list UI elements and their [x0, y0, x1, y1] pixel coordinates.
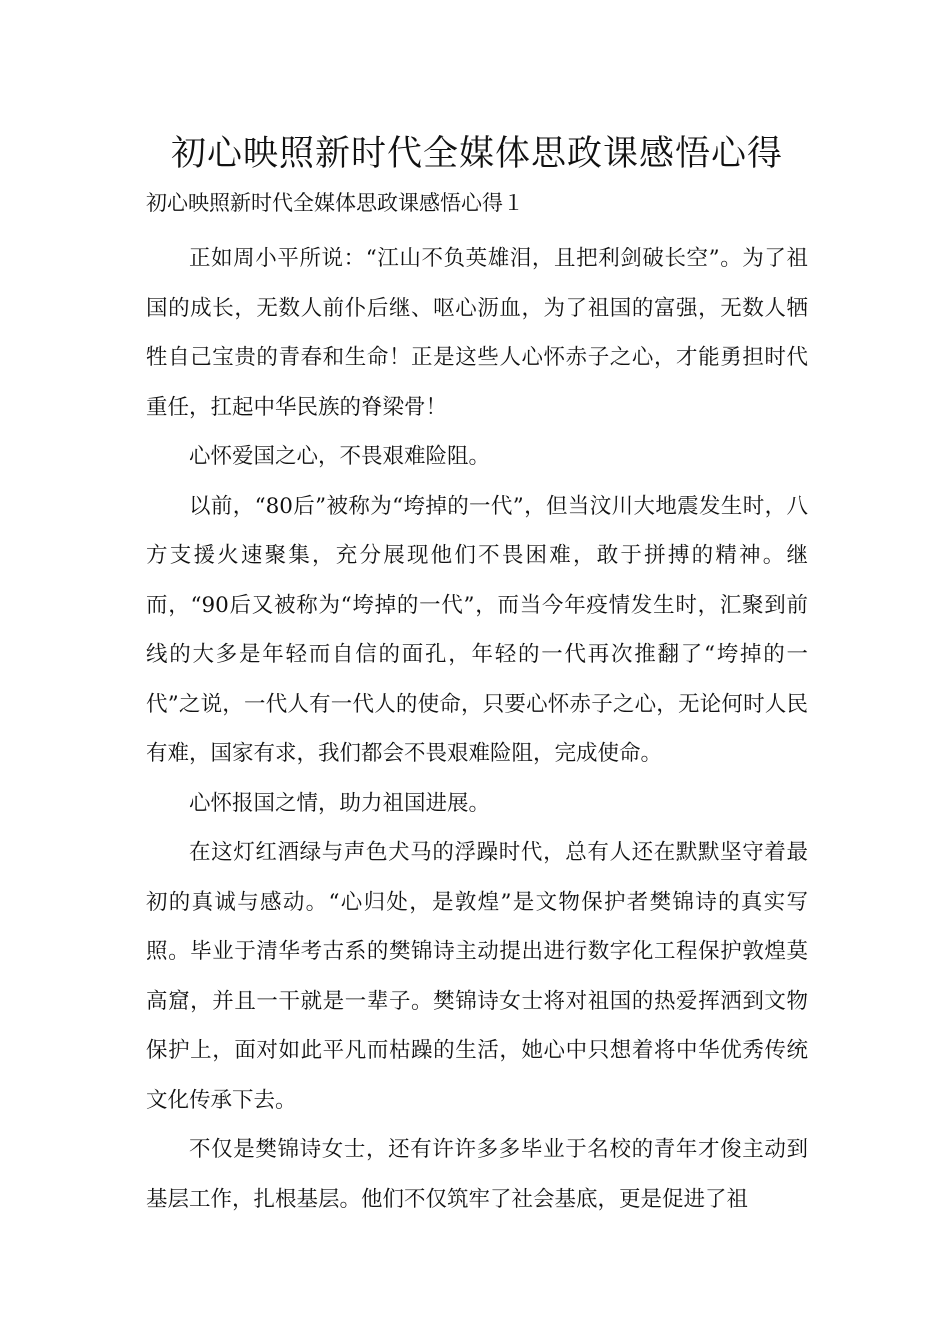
document-title: 初心映照新时代全媒体思政课感悟心得	[170, 134, 783, 174]
paragraph-1: 正如周小平所说：“江山不负英雄泪，且把利剑破长空”。为了祖国的成长，无数人前仆后继、呕心沥血，为了祖国的富强，无数人牺牲自己宝贵的青春和生命！正是这些人心怀赤子之心，才能勇担时代重任，扛起中华民族的脊梁骨！	[146, 246, 808, 420]
paragraph-4: 心怀报国之情，助力祖国进展。	[189, 790, 491, 816]
document-page	[146, 128, 808, 1224]
paragraph-3: 以前，“80后”被称为“垮掉的一代”，但当汶川大地震发生时，八方支援火速聚集，充分展现他们不畏困难，敢于拼搏的精神。继而，“90后又被称为“垮掉的一代”，而当今年疫情发生时，汇聚到前线的大多是年轻而自信的面孔，年轻的一代再次推翻了“垮掉的一代”之说，一代人有一代人的使命，只要心怀赤子之心，无论何时人民有难，国家有求，我们都会不畏艰难险阻，完成使命。	[146, 493, 808, 766]
document-subtitle: 初心映照新时代全媒体思政课感悟心得１	[146, 191, 524, 215]
paragraph-2: 心怀爱国之心，不畏艰难险阻。	[189, 444, 491, 469]
paragraph-5: 在这灯红酒绿与声色犬马的浮躁时代，总有人还在默默坚守着最初的真诚与感动。“心归处，是敦煌”是文物保护者樊锦诗的真实写照。毕业于清华考古系的樊锦诗主动提出进行数字化工程保护敦煌莫高窟，并且一干就是一辈子。樊锦诗女士将对祖国的热爱挥洒到文物保护上，面对如此平凡而枯躁的生活，她心中只想着将中华优秀传统文化传承下去。	[146, 840, 808, 1113]
paragraph-6: 不仅是樊锦诗女士，还有许许多多毕业于名校的青年才俊主动到基层工作，扎根基层。他们不仅筑牢了社会基底，更是促进了祖	[146, 1137, 808, 1212]
